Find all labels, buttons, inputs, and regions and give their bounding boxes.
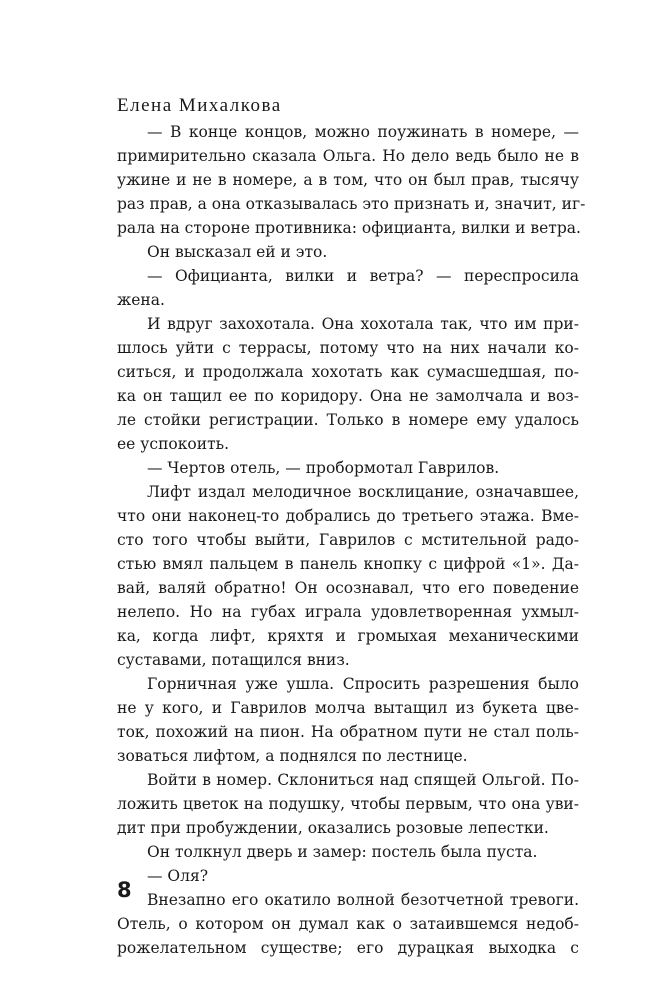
text-line: жена. xyxy=(117,291,165,309)
text-line: что они наконец-то добрались до третьего этажа. Вме- xyxy=(117,507,579,525)
text-line: Внезапно его окатило волной безотчетной тревоги. xyxy=(147,891,579,909)
text-line: Он толкнул дверь и замер: постель была пуста. xyxy=(147,843,538,861)
running-head-author: Елена Михалкова xyxy=(117,95,282,116)
text-line: ле стойки регистрации. Только в номере ему удалось xyxy=(117,411,579,429)
text-line: — Чертов отель, — пробормотал Гаврилов. xyxy=(147,459,500,477)
text-line: — Официанта, вилки и ветра? — переспросила xyxy=(147,267,579,285)
text-line: рожелательном существе; его дурацкая выходка с xyxy=(117,939,579,957)
text-line: вай, валяй обратно! Он осознавал, что его поведение xyxy=(117,579,579,597)
text-line: И вдруг захохотала. Она хохотала так, что им при- xyxy=(147,315,579,333)
text-line: — Оля? xyxy=(147,867,209,885)
text-line: ложить цветок на подушку, чтобы первым, что она уви- xyxy=(117,795,579,813)
page-number: 8 xyxy=(117,878,132,902)
text-line: рала на стороне противника: официанта, вилки и ветра. xyxy=(117,219,581,237)
text-line: раз прав, а она отказывалась это признать и, значит, иг- xyxy=(117,195,586,213)
text-line: нелепо. Но на губах играла удовлетворенная ухмыл- xyxy=(117,603,579,621)
text-line: не у кого, и Гаврилов молча вытащил из букета цве- xyxy=(117,699,579,717)
text-line: шлось уйти с террасы, потому что на них начали ко- xyxy=(117,339,579,357)
text-line: ка он тащил ее по коридору. Она не замолчала и воз- xyxy=(117,387,579,405)
text-line: Горничная уже ушла. Спросить разрешения было xyxy=(147,675,579,693)
text-line: дит при пробуждении, оказались розовые лепестки. xyxy=(117,819,549,837)
body-text xyxy=(117,120,586,960)
text-line: Он высказал ей и это. xyxy=(147,243,328,261)
text-line: примирительно сказала Ольга. Но дело ведь было не в xyxy=(117,147,579,165)
text-line: ситься, и продолжала хохотать как сумасшедшая, по- xyxy=(117,363,579,381)
text-line: ужине и не в номере, а в том, что он был прав, тысячу xyxy=(117,171,579,189)
text-line: ее успокоить. xyxy=(117,435,230,453)
text-line: стью вмял пальцем в панель кнопку с цифрой «1». Да- xyxy=(117,555,579,573)
text-line: Отель, о котором он думал как о затаившемся недоб- xyxy=(117,915,579,933)
text-line: Лифт издал мелодичное восклицание, означавшее, xyxy=(147,483,579,501)
text-line: ток, похожий на пион. На обратном пути не стал поль- xyxy=(117,723,579,741)
text-line: суставами, потащился вниз. xyxy=(117,651,350,669)
text-line: сто того чтобы выйти, Гаврилов с мстительной радо- xyxy=(117,531,579,549)
text-line: Войти в номер. Склониться над спящей Ольгой. По- xyxy=(147,771,579,789)
text-line: ка, когда лифт, кряхтя и громыхая механическими xyxy=(117,627,579,645)
text-line: — В конце концов, можно поужинать в номере, — xyxy=(147,123,579,141)
text-line: зоваться лифтом, а поднялся по лестнице. xyxy=(117,747,468,765)
